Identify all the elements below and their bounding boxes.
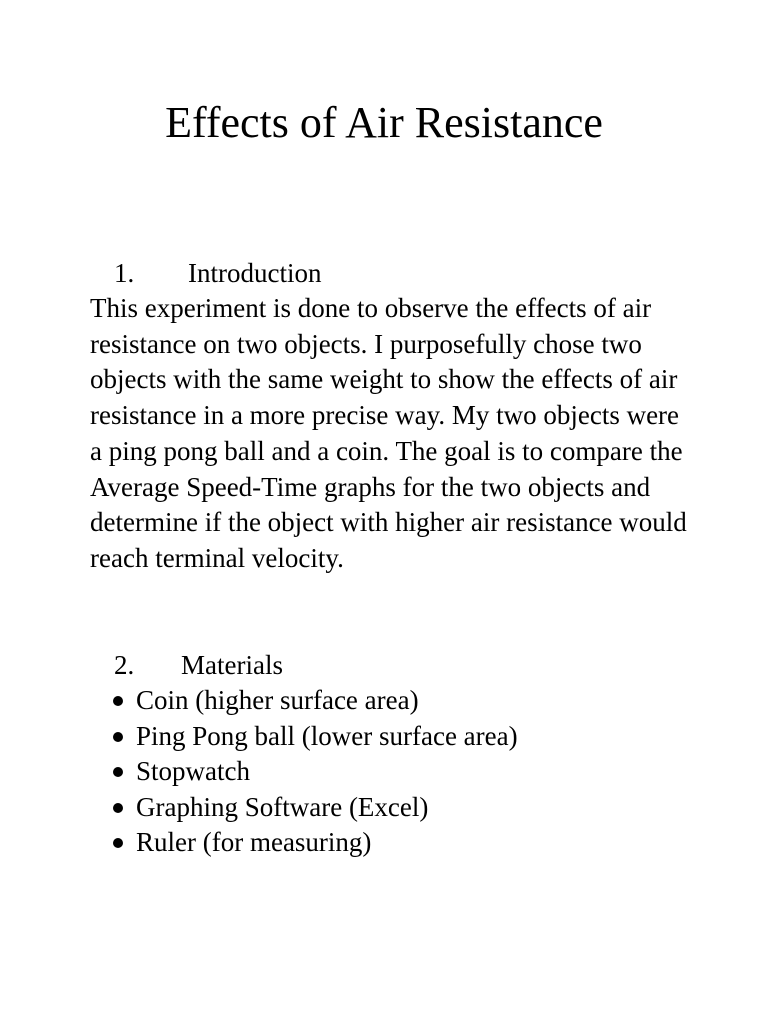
- section-heading-materials: [114, 647, 283, 683]
- bullet-icon: [113, 838, 123, 848]
- bullet-icon: [113, 696, 123, 706]
- document-title: Effects of Air Resistance: [165, 98, 603, 147]
- bullet-icon: [113, 803, 123, 813]
- bullet-icon: [113, 732, 123, 742]
- list-item: [110, 754, 518, 790]
- bullet-icon: [113, 767, 123, 777]
- materials-list: [110, 683, 518, 861]
- list-item: [110, 790, 518, 826]
- list-item-text: Ruler (for measuring): [136, 827, 372, 858]
- section-number: 1.: [114, 258, 135, 288]
- list-item-text: Graphing Software (Excel): [136, 791, 429, 822]
- section-title: Introduction: [188, 258, 322, 288]
- list-item: [110, 719, 518, 755]
- list-item-text: Ping Pong ball (lower surface area): [136, 720, 518, 751]
- section-number: 2.: [114, 650, 135, 680]
- list-item: [110, 825, 518, 861]
- list-item-text: Stopwatch: [136, 756, 250, 787]
- section-heading-introduction: [114, 255, 321, 291]
- introduction-paragraph: This experiment is done to observe the effects of air resistance on two objects. I purposefully chose two objects with the same weight to show the effects of air resistance in a more precise way. My two objects were a ping pong ball and a coin. The goal is to compare the Average Speed-Time graphs for the two objects and determine if the object with higher air resistance would reach terminal velocity.: [90, 293, 687, 573]
- list-item-text: Coin (higher surface area): [136, 685, 419, 715]
- list-item: [110, 683, 518, 719]
- section-title: Materials: [181, 650, 283, 680]
